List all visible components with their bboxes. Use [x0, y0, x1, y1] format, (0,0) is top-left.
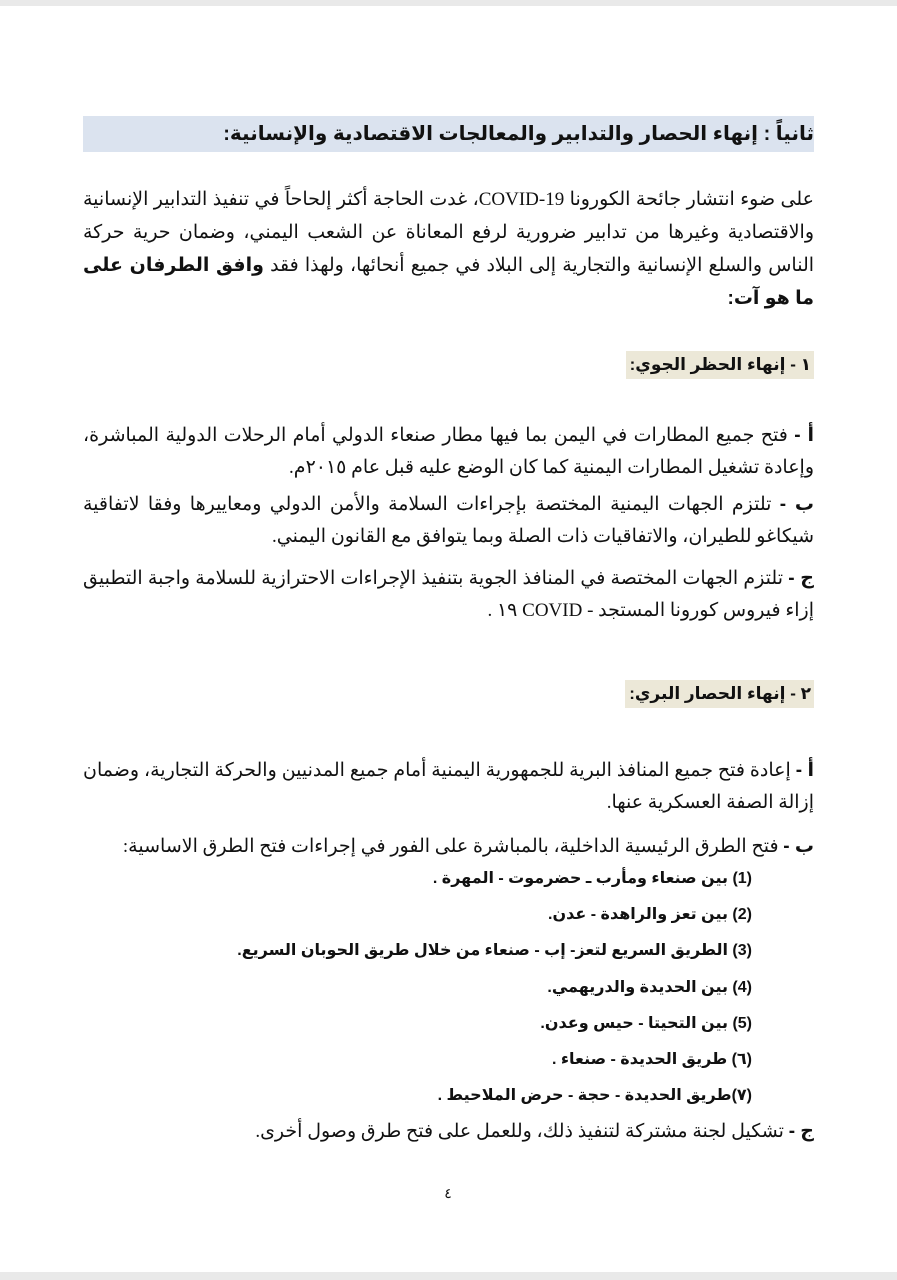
item-text: فتح الطرق الرئيسية الداخلية، بالمباشرة على الفور في إجراءات فتح الطرق الاساسية: — [122, 836, 779, 857]
document-page — [0, 6, 897, 1272]
land-item-b — [83, 831, 814, 863]
road-list-item: (2) بين تعز والراهدة - عدن. — [548, 906, 752, 923]
land-item-c — [83, 1116, 814, 1148]
item-letter: أ - — [794, 425, 814, 446]
road-list-item: (3) الطريق السريع لتعز- إب - صنعاء من خلال طريق الحوبان السريع. — [237, 942, 752, 959]
road-list-item: (4) بين الحديدة والدريهمي. — [547, 979, 752, 996]
item-letter: ج - — [788, 568, 815, 589]
road-list-item: (5) بين التحيتا - حيس وعدن. — [540, 1015, 752, 1032]
page-number: ٤ — [444, 1187, 452, 1202]
item-text: إعادة فتح جميع المنافذ البرية للجمهورية اليمنية أمام جميع المدنيين والحركة التجارية، وضمان إزالة الصفة العسكرية عنها. — [83, 760, 814, 813]
intro-paragraph — [83, 183, 814, 315]
air-item-c — [83, 563, 814, 627]
air-item-a — [83, 420, 814, 484]
intro-bold-tail: وافق الطرفان على ما هو آت: — [83, 255, 814, 309]
item-letter: ب - — [779, 494, 815, 515]
land-item-a — [83, 755, 814, 819]
item-text: تشكيل لجنة مشتركة لتنفيذ ذلك، وللعمل على فتح طرق وصول أخرى. — [255, 1121, 784, 1142]
item-letter: ب - — [783, 836, 814, 857]
item-text: تلتزم الجهات المختصة في المنافذ الجوية بتنفيذ الإجراءات الاحترازية للسلامة واجبة التطبيق إزاء فيروس كورونا المستجد - COVID ١٩ . — [83, 568, 814, 621]
item-text: فتح جميع المطارات في اليمن بما فيها مطار صنعاء الدولي أمام الرحلات الدولية المباشرة، وإعادة تشغيل المطارات اليمنية كما كان الوضع عليه قبل عام ٢٠١٥م. — [83, 425, 814, 478]
road-list-item: (٦) طريق الحديدة - صنعاء . — [551, 1051, 752, 1068]
air-heading: ١ - إنهاء الحظر الجوي: — [626, 351, 814, 379]
air-item-b — [83, 489, 814, 553]
item-letter: ج - — [788, 1121, 814, 1142]
road-list-item: (٧)طريق الحديدة - حجة - حرض الملاحيط . — [437, 1087, 752, 1104]
item-text: تلتزم الجهات اليمنية المختصة بإجراءات السلامة والأمن الدولي ومعاييرها وفقا لاتفاقية شيكاغو للطيران، والاتفاقيات ذات الصلة وبما يتوافق مع القانون اليمني. — [83, 494, 814, 547]
section-title: ثانياً : إنهاء الحصار والتدابير والمعالجات الاقتصادية والإنسانية: — [83, 116, 814, 152]
intro-text: على ضوء انتشار جائحة الكورونا COVID-19، غدت الحاجة أكثر إلحاحاً في تنفيذ التدابير الإنسانية والاقتصادية وغيرها من تدابير ضرورية لرفع المعاناة عن الشعب اليمني، وضمان حرية حركة الناس والسلع الإنسانية والتجارية إلى البلاد في جميع أنحائها، ولهذا فقد — [83, 189, 815, 276]
item-letter: أ - — [795, 760, 814, 781]
land-heading: ٢ - إنهاء الحصار البري: — [625, 680, 814, 708]
road-list-item: (1) بين صنعاء ومأرب ـ حضرموت - المهرة . — [432, 870, 752, 887]
